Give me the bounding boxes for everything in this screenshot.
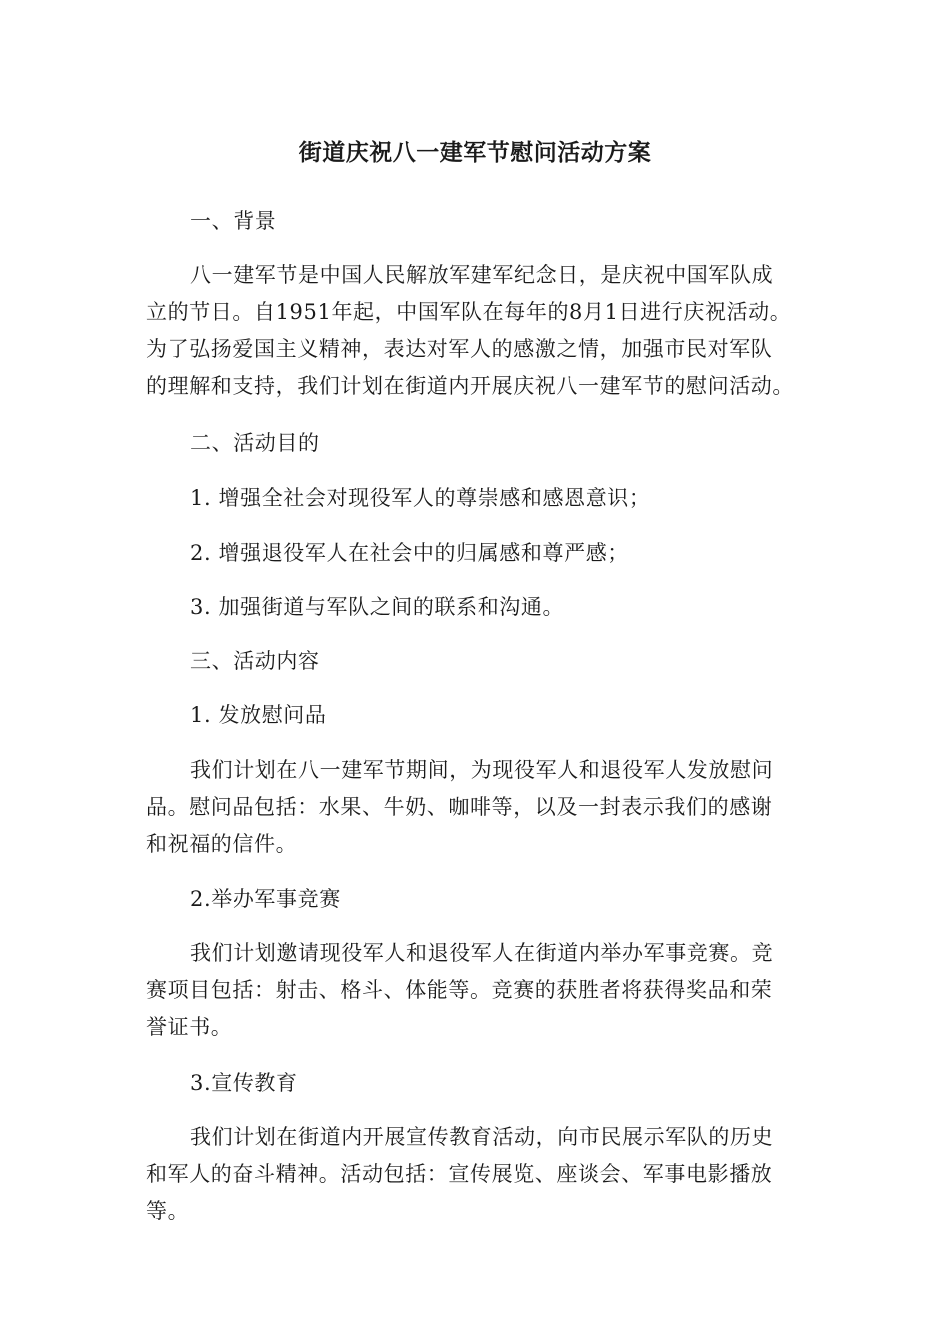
subsection-heading: 2.举办军事竞赛	[190, 887, 341, 911]
list-item: 1. 增强全社会对现役军人的尊崇感和感恩意识；	[190, 486, 651, 510]
paragraph-line: 立的节日。自1951年起，中国军队在每年的8月1日进行庆祝活动。	[146, 300, 792, 324]
paragraph-line: 和军人的奋斗精神。活动包括：宣传展览、座谈会、军事电影播放	[146, 1162, 773, 1186]
list-item: 2. 增强退役军人在社会中的归属感和尊严感；	[190, 541, 629, 565]
subsection-heading: 3.宣传教育	[190, 1071, 298, 1095]
paragraph-line: 我们计划邀请现役军人和退役军人在街道内举办军事竞赛。竞	[190, 941, 774, 965]
paragraph-line: 八一建军节是中国人民解放军建军纪念日，是庆祝中国军队成	[190, 263, 774, 287]
section-heading-content: 三、活动内容	[190, 649, 320, 673]
section-heading-background: 一、背景	[190, 209, 277, 233]
paragraph-line: 誉证书。	[146, 1015, 233, 1039]
paragraph-line: 的理解和支持，我们计划在街道内开展庆祝八一建军节的慰问活动。	[146, 374, 794, 398]
paragraph-line: 为了弘扬爱国主义精神，表达对军人的感激之情，加强市民对军队	[146, 337, 773, 361]
document-title: 街道庆祝八一建军节慰问活动方案	[298, 140, 652, 166]
subsection-heading: 1. 发放慰问品	[190, 703, 327, 727]
list-item: 3. 加强街道与军队之间的联系和沟通。	[190, 595, 565, 619]
paragraph-line: 我们计划在八一建军节期间，为现役军人和退役军人发放慰问	[190, 758, 774, 782]
section-heading-purpose: 二、活动目的	[190, 431, 320, 455]
paragraph-line: 品。慰问品包括：水果、牛奶、咖啡等，以及一封表示我们的感谢	[146, 795, 773, 819]
paragraph-line: 等。	[146, 1199, 190, 1223]
paragraph-line: 赛项目包括：射击、格斗、体能等。竞赛的获胜者将获得奖品和荣	[146, 978, 773, 1002]
paragraph-line: 我们计划在街道内开展宣传教育活动，向市民展示军队的历史	[190, 1125, 774, 1149]
paragraph-line: 和祝福的信件。	[146, 832, 298, 856]
